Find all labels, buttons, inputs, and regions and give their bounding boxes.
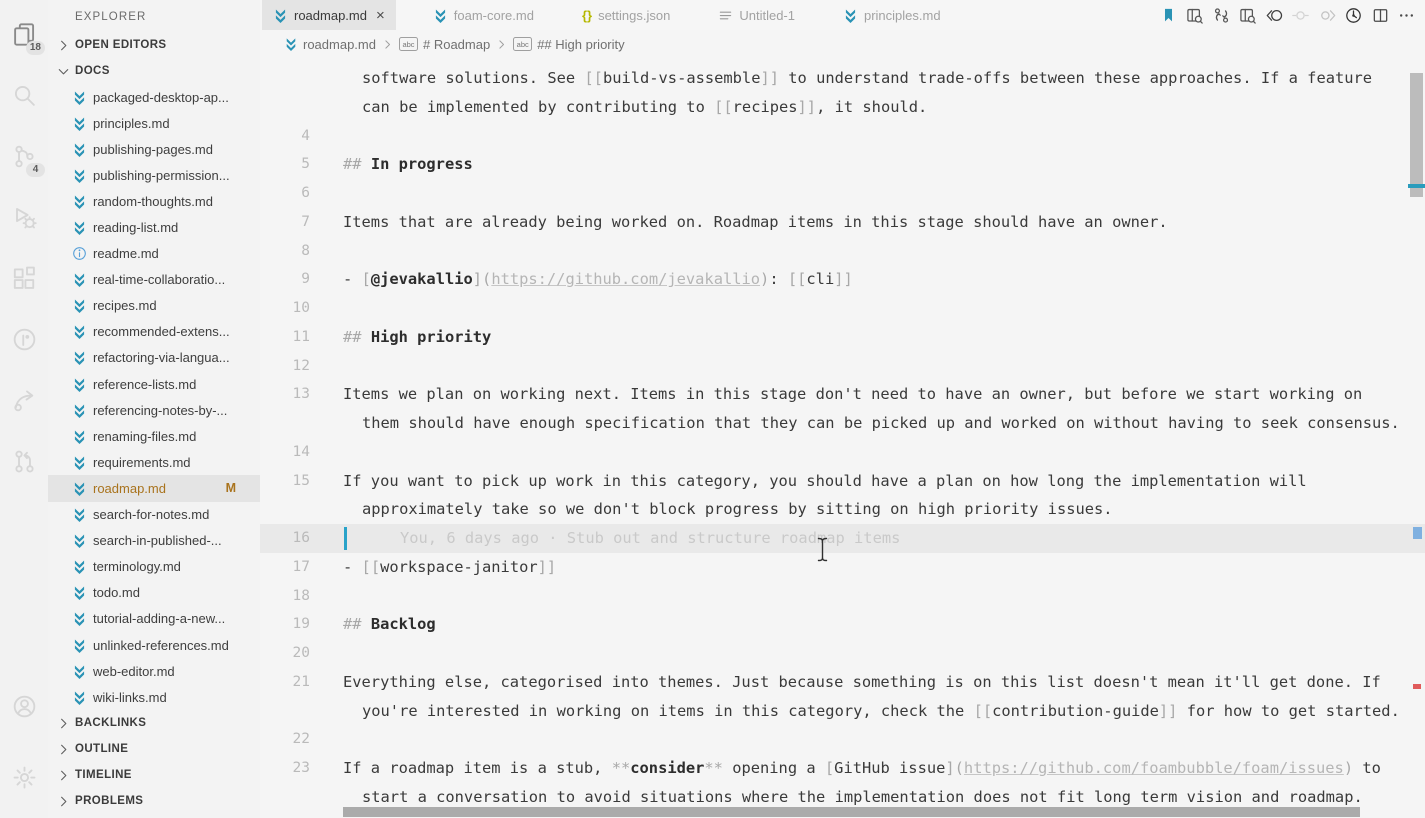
split-editor-icon [1372, 7, 1389, 24]
editor-line: 19 ## Backlog [260, 610, 1425, 639]
tab-Untitled-1[interactable] [707, 0, 806, 30]
account-activity-item[interactable] [0, 676, 48, 737]
file-label: web-editor.md [93, 663, 175, 679]
nav-forward-action[interactable] [1319, 7, 1336, 24]
file-label: refactoring-via-langua... [93, 350, 230, 366]
extensions-icon [12, 266, 37, 291]
breadcrumb-label: # Roadmap [422, 36, 491, 52]
file-row-renaming-files-md[interactable] [48, 423, 260, 449]
file-label: search-for-notes.md [93, 507, 210, 523]
breadcrumb-label: ## High priority [537, 36, 625, 52]
file-label: recipes.md [93, 298, 157, 314]
nav-dash-icon [1292, 7, 1309, 24]
editor-group [260, 0, 1425, 818]
overview-ruler-cursor-marker [1408, 184, 1425, 188]
tab-label: foam-core.md [453, 7, 534, 23]
line-number: 17 [292, 558, 310, 575]
foam-md-icon [72, 298, 87, 313]
chev-right-icon [56, 768, 71, 783]
line-number: 8 [301, 242, 310, 259]
line-number: 5 [301, 156, 310, 173]
file-row-wiki-links-md[interactable] [48, 684, 260, 710]
settings-gear-icon [12, 765, 37, 790]
foam-md-icon [72, 403, 87, 418]
extensions-activity-item[interactable] [0, 248, 48, 309]
editor-line-current [260, 524, 1425, 553]
foam-md-icon [72, 638, 87, 653]
editor-line: you're interested in working on items in this category, check the [[contribution-guide]] for how to get started. [362, 701, 1400, 720]
lines-icon [718, 8, 733, 23]
pull-request-icon [12, 449, 37, 474]
symbol-string-icon: abc [399, 37, 418, 51]
line-number: 6 [301, 185, 310, 201]
search-activity-item[interactable] [0, 65, 48, 126]
file-row-search-in-published--[interactable] [48, 528, 260, 554]
tab-foam-core-md[interactable] [422, 0, 545, 30]
file-row-publishing-pages-md[interactable] [48, 136, 260, 162]
foam-md-icon [72, 377, 87, 392]
file-label: renaming-files.md [93, 428, 197, 444]
file-row-real-time-collaboratio-[interactable] [48, 267, 260, 293]
editor-line: software solutions. See [[build-vs-assemble]] to understand trade-offs between these approaches. If a feature [362, 69, 1373, 87]
foam-bookmark-icon [1160, 7, 1177, 24]
tab-bar [260, 0, 1425, 30]
file-list [48, 84, 260, 710]
editor-line: them should have enough specification that they can be picked up and worked on without having to seek consensus. [362, 414, 1400, 432]
breadcrumb-label: roadmap.md [303, 36, 376, 52]
editor-content [260, 58, 1425, 812]
share-activity-item[interactable] [0, 370, 48, 431]
explorer-badge: 18 [26, 41, 45, 55]
tab-label: principles.md [863, 7, 941, 23]
breadcrumb-item[interactable] [399, 37, 490, 52]
history-icon [1345, 7, 1362, 24]
line-number: 20 [292, 645, 310, 661]
file-label: real-time-collaboratio... [93, 272, 226, 288]
chev-right-icon [56, 742, 71, 757]
section-label: TIMELINE [75, 769, 132, 782]
mouse-ibeam-cursor [816, 537, 830, 562]
editor-line: 5 ## In progress [260, 150, 1425, 179]
line-number: 21 [292, 673, 310, 690]
open-preview-side-icon [1239, 7, 1256, 24]
file-row-packaged-desktop-ap-[interactable] [48, 84, 260, 110]
file-label: tutorial-adding-a-new... [93, 611, 226, 627]
explorer-activity-item[interactable] [0, 4, 48, 65]
file-row-tutorial-adding-a-new-[interactable] [48, 606, 260, 632]
editor-line [260, 122, 1425, 151]
file-label: referencing-notes-by-... [93, 402, 228, 418]
settings-gear-activity-item[interactable] [0, 747, 48, 808]
editor-line: 15 If you want to pick up work in this category, you should have a plan on how long the implementation will [260, 467, 1425, 496]
foam-md-icon [72, 690, 87, 705]
editor-line: 9 - [@jevakallio](https://github.com/jevakallio): [[cli]] [260, 265, 1425, 294]
more-actions-icon [1398, 7, 1415, 24]
file-label: publishing-pages.md [93, 141, 213, 157]
breadcrumb-item[interactable] [284, 37, 376, 52]
graph-activity-item[interactable] [0, 309, 48, 370]
section-label: OUTLINE [75, 743, 129, 756]
chev-right-icon [56, 794, 71, 809]
foam-md-icon [273, 8, 288, 23]
text-cursor [344, 527, 347, 551]
file-label: roadmap.md [93, 480, 166, 496]
editor-line [260, 352, 1425, 381]
editor-line: 17 - [[workspace-janitor]] [260, 553, 1425, 582]
file-row-terminology-md[interactable] [48, 554, 260, 580]
nav-back-icon [1266, 7, 1283, 24]
tab-roadmap-md[interactable] [262, 0, 396, 30]
section-label: BACKLINKS [75, 717, 147, 730]
history-action[interactable] [1345, 7, 1362, 24]
foam-md-icon [72, 90, 87, 105]
file-label: recommended-extens... [93, 324, 230, 340]
editor-line [260, 438, 1425, 467]
tab-settings-json[interactable] [571, 0, 681, 30]
file-row-reference-lists-md[interactable] [48, 371, 260, 397]
line-number: 19 [292, 616, 310, 633]
nav-forward-icon [1319, 7, 1336, 24]
foam-md-icon [72, 507, 87, 522]
explorer-sidebar [48, 0, 260, 818]
foam-md-icon [72, 168, 87, 183]
foam-md-icon [72, 611, 87, 626]
chevron-right-icon [381, 38, 394, 51]
file-row-todo-md[interactable] [48, 580, 260, 606]
file-label: reference-lists.md [93, 376, 197, 392]
tab-label: roadmap.md [294, 7, 367, 23]
horizontal-scrollbar-thumb[interactable] [343, 807, 1360, 817]
editor-surface[interactable] [260, 58, 1425, 818]
chev-right-icon [56, 716, 71, 731]
open-preview-side-action[interactable] [1239, 7, 1256, 24]
foam-md-icon [72, 324, 87, 339]
chev-right-icon [56, 38, 71, 53]
editor-line: 7 Items that are already being worked on. Roadmap items in this stage should have an owner. [260, 208, 1425, 237]
foam-md-icon [433, 8, 448, 23]
file-label: publishing-permission... [93, 167, 230, 183]
chev-down-icon [56, 64, 71, 79]
sidebar-section-docs[interactable] [48, 58, 260, 84]
sync-action[interactable] [1213, 7, 1230, 24]
breadcrumb [260, 30, 1425, 58]
file-label: requirements.md [93, 454, 191, 470]
section-label: PROBLEMS [75, 795, 144, 808]
pull-request-activity-item[interactable] [0, 431, 48, 492]
editor-actions [1160, 0, 1416, 30]
run-debug-activity-item[interactable] [0, 187, 48, 248]
line-number: 7 [301, 213, 310, 230]
activity-bar [0, 0, 48, 818]
foam-md-icon [72, 533, 87, 548]
line-number: 12 [292, 357, 310, 374]
split-editor-action[interactable] [1372, 7, 1389, 24]
line-number: 4 [301, 127, 310, 144]
foam-md-icon [72, 481, 87, 496]
foam-md-icon [843, 8, 858, 23]
info-icon [72, 246, 87, 261]
foam-md-icon [72, 455, 87, 470]
close-icon[interactable]: × [375, 6, 385, 24]
line-number: 11 [292, 328, 310, 345]
line-number: 22 [292, 731, 310, 748]
editor-line [260, 237, 1425, 266]
file-row-principles-md[interactable] [48, 110, 260, 136]
sidebar-section-open-editors[interactable] [48, 32, 260, 58]
editor-line [260, 294, 1425, 323]
editor-line [260, 582, 1425, 611]
sidebar-section-backlinks[interactable] [48, 710, 260, 736]
foam-md-icon [72, 272, 87, 287]
file-row-requirements-md[interactable] [48, 449, 260, 475]
source-control-badge: 4 [26, 163, 45, 177]
foam-md-icon [72, 664, 87, 679]
foam-md-icon [72, 220, 87, 235]
foam-md-icon [72, 429, 87, 444]
source-control-activity-item[interactable] [0, 126, 48, 187]
graph-icon [12, 327, 37, 352]
search-icon [12, 83, 37, 108]
account-icon [12, 694, 37, 719]
line-number: 16 [292, 530, 310, 546]
line-number: 9 [301, 271, 310, 288]
file-row-random-thoughts-md[interactable] [48, 188, 260, 214]
nav-dash-action[interactable] [1292, 7, 1309, 24]
more-actions-action[interactable] [1398, 7, 1415, 24]
sidebar-section-outline[interactable] [48, 736, 260, 762]
file-label: search-in-published-... [93, 533, 222, 549]
chev-right-icon [381, 38, 394, 51]
foam-md-icon [72, 142, 87, 157]
sidebar-title: EXPLORER [75, 11, 147, 23]
editor-line: can be implemented by contributing to [[recipes]], it should. [362, 97, 928, 116]
editor-line: 21 Everything else, categorised into themes. Just because something is on this list doesn't mean it'll get done. If [260, 668, 1425, 697]
editor-line: 11 ## High priority [260, 323, 1425, 352]
file-row-unlinked-references-md[interactable] [48, 632, 260, 658]
file-label: terminology.md [93, 559, 181, 575]
foam-md-icon [284, 37, 298, 51]
file-row-search-for-notes-md[interactable] [48, 502, 260, 528]
file-label: readme.md [93, 246, 159, 262]
tab-label: settings.json [598, 7, 671, 23]
file-row-refactoring-via-langua-[interactable] [48, 345, 260, 371]
file-row-recipes-md[interactable] [48, 293, 260, 319]
file-row-roadmap-md[interactable] [48, 475, 260, 501]
file-row-publishing-permission-[interactable] [48, 162, 260, 188]
editor-line [260, 725, 1425, 754]
section-label: DOCS [75, 65, 110, 77]
overview-ruler-error-marker [1413, 684, 1421, 689]
breadcrumb-item[interactable] [513, 37, 624, 52]
foam-bookmark-action[interactable] [1160, 7, 1177, 24]
line-number: 15 [292, 472, 310, 489]
file-row-recommended-extens-[interactable] [48, 319, 260, 345]
foam-md-icon [72, 194, 87, 209]
git-blame-annotation: You, 6 days ago · Stub out and structure roadmap items [400, 529, 901, 547]
open-preview-action[interactable] [1186, 7, 1203, 24]
chev-right-icon [495, 38, 508, 51]
file-row-referencing-notes-by--[interactable] [48, 397, 260, 423]
share-icon [12, 388, 37, 413]
foam-md-icon [72, 559, 87, 574]
sidebar-section-problems[interactable] [48, 788, 260, 814]
sync-icon [1213, 7, 1230, 24]
file-row-reading-list-md[interactable] [48, 214, 260, 240]
line-number: 14 [292, 443, 310, 460]
vertical-scrollbar-thumb[interactable] [1410, 73, 1423, 197]
file-label: wiki-links.md [93, 689, 167, 705]
editor-line: approximately take so we don't block progress by sitting on high priority issues. [362, 500, 1113, 519]
overview-ruler-info-marker [1413, 527, 1422, 539]
nav-back-action[interactable] [1266, 7, 1283, 24]
editor-line: start a conversation to avoid situations where the implementation does not fit long term vision and roadmap. [362, 787, 1363, 806]
json-braces-icon: {} [581, 7, 593, 23]
sidebar-section-timeline[interactable] [48, 762, 260, 788]
line-number: 23 [292, 760, 310, 776]
symbol-string-icon: abc [513, 37, 532, 51]
file-row-web-editor-md[interactable] [48, 658, 260, 684]
line-number: 10 [292, 300, 310, 316]
file-label: reading-list.md [93, 220, 179, 236]
line-number: 18 [292, 587, 310, 604]
file-label: packaged-desktop-ap... [93, 89, 229, 105]
file-label: unlinked-references.md [93, 637, 229, 653]
tab-principles-md[interactable] [832, 0, 952, 30]
editor-line [260, 639, 1425, 668]
foam-md-icon [72, 585, 87, 600]
editor-line [260, 179, 1425, 208]
section-label: OPEN EDITORS [75, 39, 167, 51]
run-debug-icon [12, 205, 37, 230]
file-label: random-thoughts.md [93, 193, 213, 209]
open-preview-icon [1186, 7, 1203, 24]
file-label: todo.md [93, 585, 140, 601]
line-number: 13 [292, 386, 310, 403]
file-label: principles.md [93, 115, 170, 131]
editor-line: 13 Items we plan on working next. Items in this stage don't need to have an owner, but before we start working on [260, 380, 1425, 409]
file-row-readme-md[interactable] [48, 241, 260, 267]
foam-md-icon [72, 350, 87, 365]
editor-line: 23 If a roadmap item is a stub, **consider** opening a [GitHub issue](https://github.com/foambubble/foam/issues) to [260, 754, 1425, 783]
git-modified-badge: M [225, 481, 236, 496]
tab-label: Untitled-1 [739, 7, 795, 23]
chevron-right-icon [495, 38, 508, 51]
foam-md-icon [72, 116, 87, 131]
